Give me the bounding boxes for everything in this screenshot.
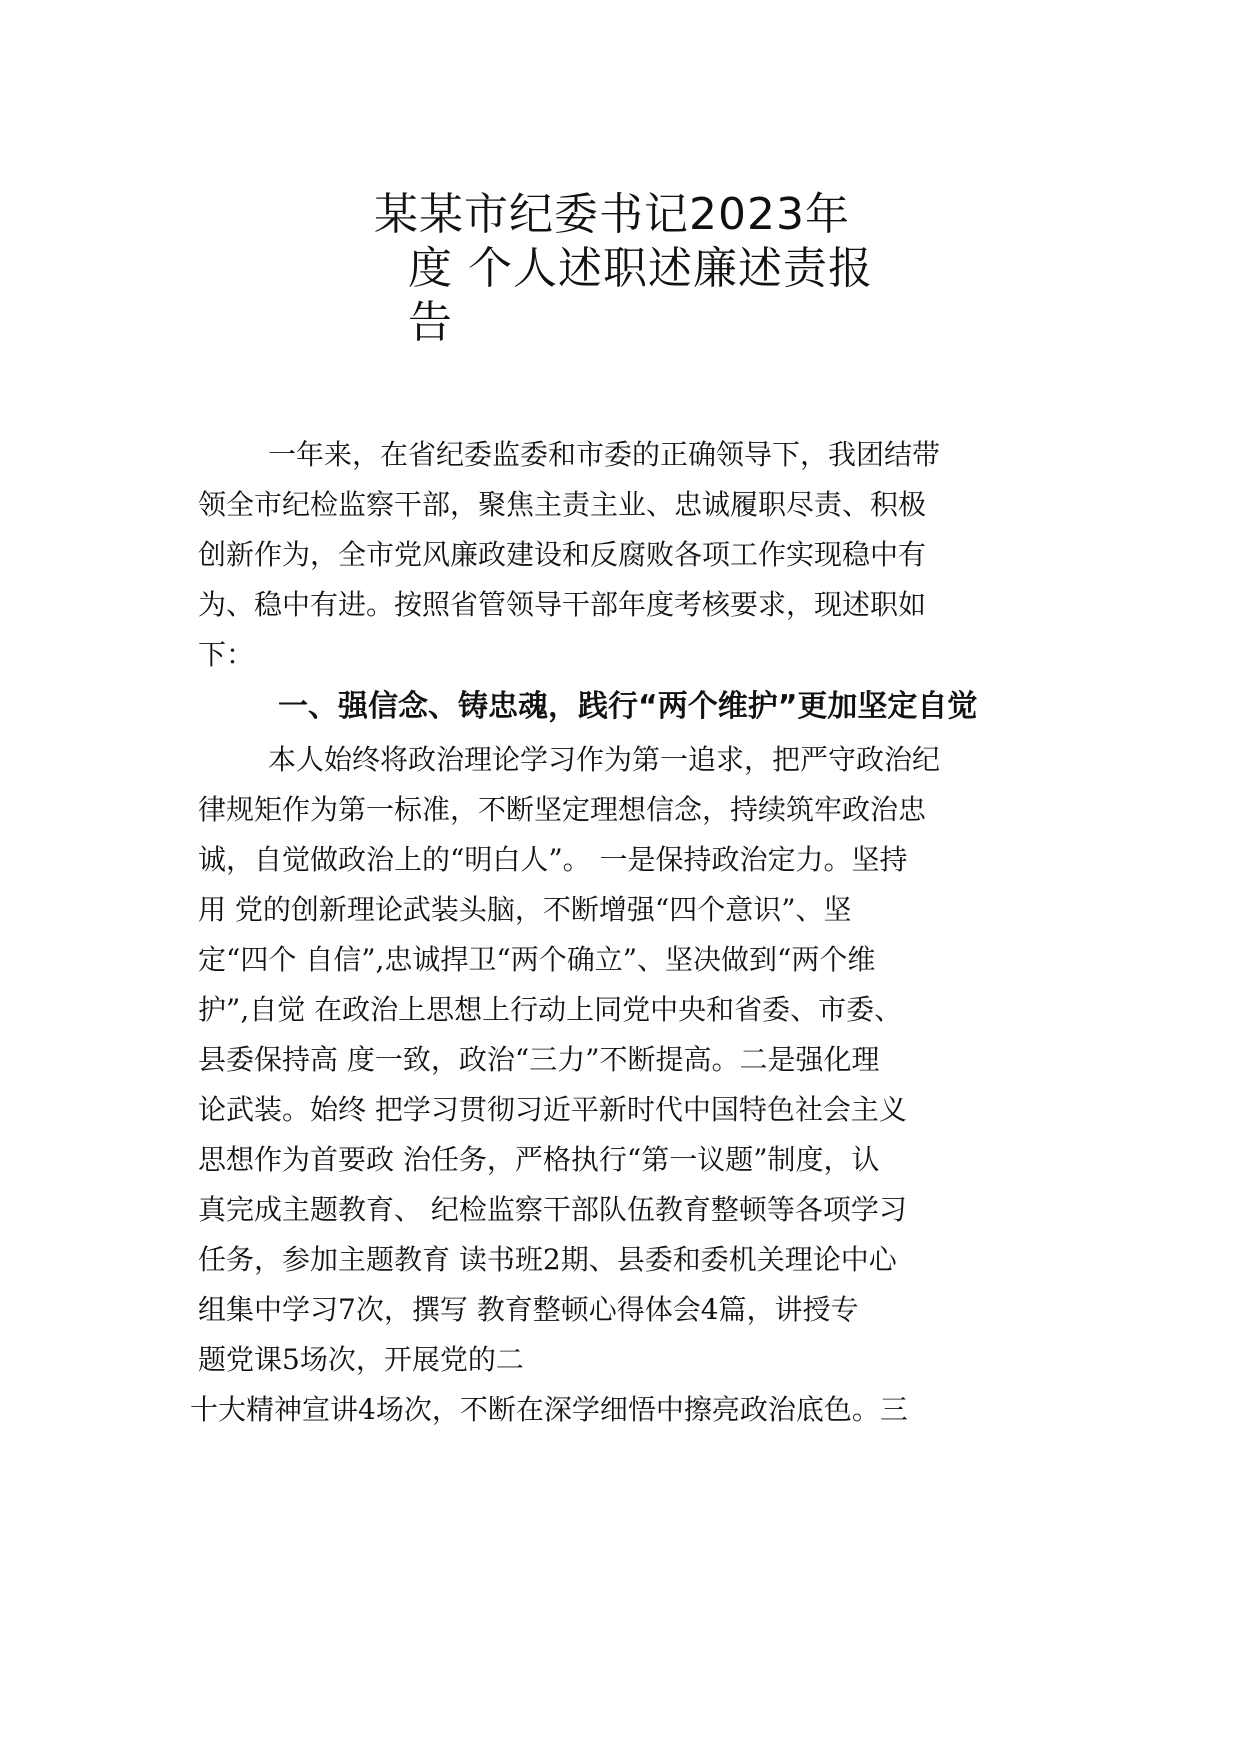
body-line: 任务，参加主题教育 读书班2期、县委和委机关理论中心: [198, 1243, 897, 1276]
body-line: 本人始终将政治理论学习作为第一追求，把严守政治纪: [268, 743, 941, 776]
body-line: 定“四个 自信”,忠诚捍卫“两个确立”、坚决做到“两个维: [198, 943, 876, 976]
intro-line: 为、稳中有进。按照省管领导干部年度考核要求，现述职如: [198, 588, 927, 621]
body-line: 用 党的创新理论武装头脑，不断增强“四个意识”、坚: [198, 893, 852, 926]
body-line: 题党课5场次，开展党的二: [198, 1343, 524, 1376]
body-line: 诚，自觉做政治上的“明白人”。 一是保持政治定力。坚持: [198, 843, 908, 876]
body-line: 律规矩作为第一标准，不断坚定理想信念，持续筑牢政治忠: [198, 793, 927, 826]
body-line: 论武装。始终 把学习贯彻习近平新时代中国特色社会主义: [198, 1093, 907, 1126]
body-line: 组集中学习7次，撰写 教育整顿心得体会4篇，讲授专: [198, 1293, 859, 1326]
intro-line: 领全市纪检监察干部，聚焦主责主业、忠诚履职尽责、积极: [198, 488, 927, 521]
title-line-1: 某某市纪委书记2023年: [374, 189, 850, 240]
title-line-3: 告: [408, 297, 453, 348]
intro-line: 一年来，在省纪委监委和市委的正确领导下，我团结带: [268, 438, 941, 471]
section-heading: 一、强信念、铸忠魂，践行“两个维护”更加坚定自觉: [278, 689, 978, 724]
intro-line: 下：: [198, 638, 255, 671]
body-line: 县委保持高 度一致，政治“三力”不断提高。二是强化理: [198, 1043, 880, 1076]
body-line: 十大精神宣讲4场次，不断在深学细悟中擦亮政治底色。三: [190, 1393, 908, 1426]
body-line: 思想作为首要政 治任务，严格执行“第一议题”制度，认: [198, 1143, 880, 1176]
body-line: 护”,自觉 在政治上思想上行动上同党中央和省委、市委、: [198, 993, 903, 1026]
title-line-2: 度 个人述职述廉述责报: [408, 243, 873, 294]
body-line: 真完成主题教育、 纪检监察干部队伍教育整顿等各项学习: [198, 1193, 907, 1226]
intro-line: 创新作为，全市党风廉政建设和反腐败各项工作实现稳中有: [198, 538, 927, 571]
